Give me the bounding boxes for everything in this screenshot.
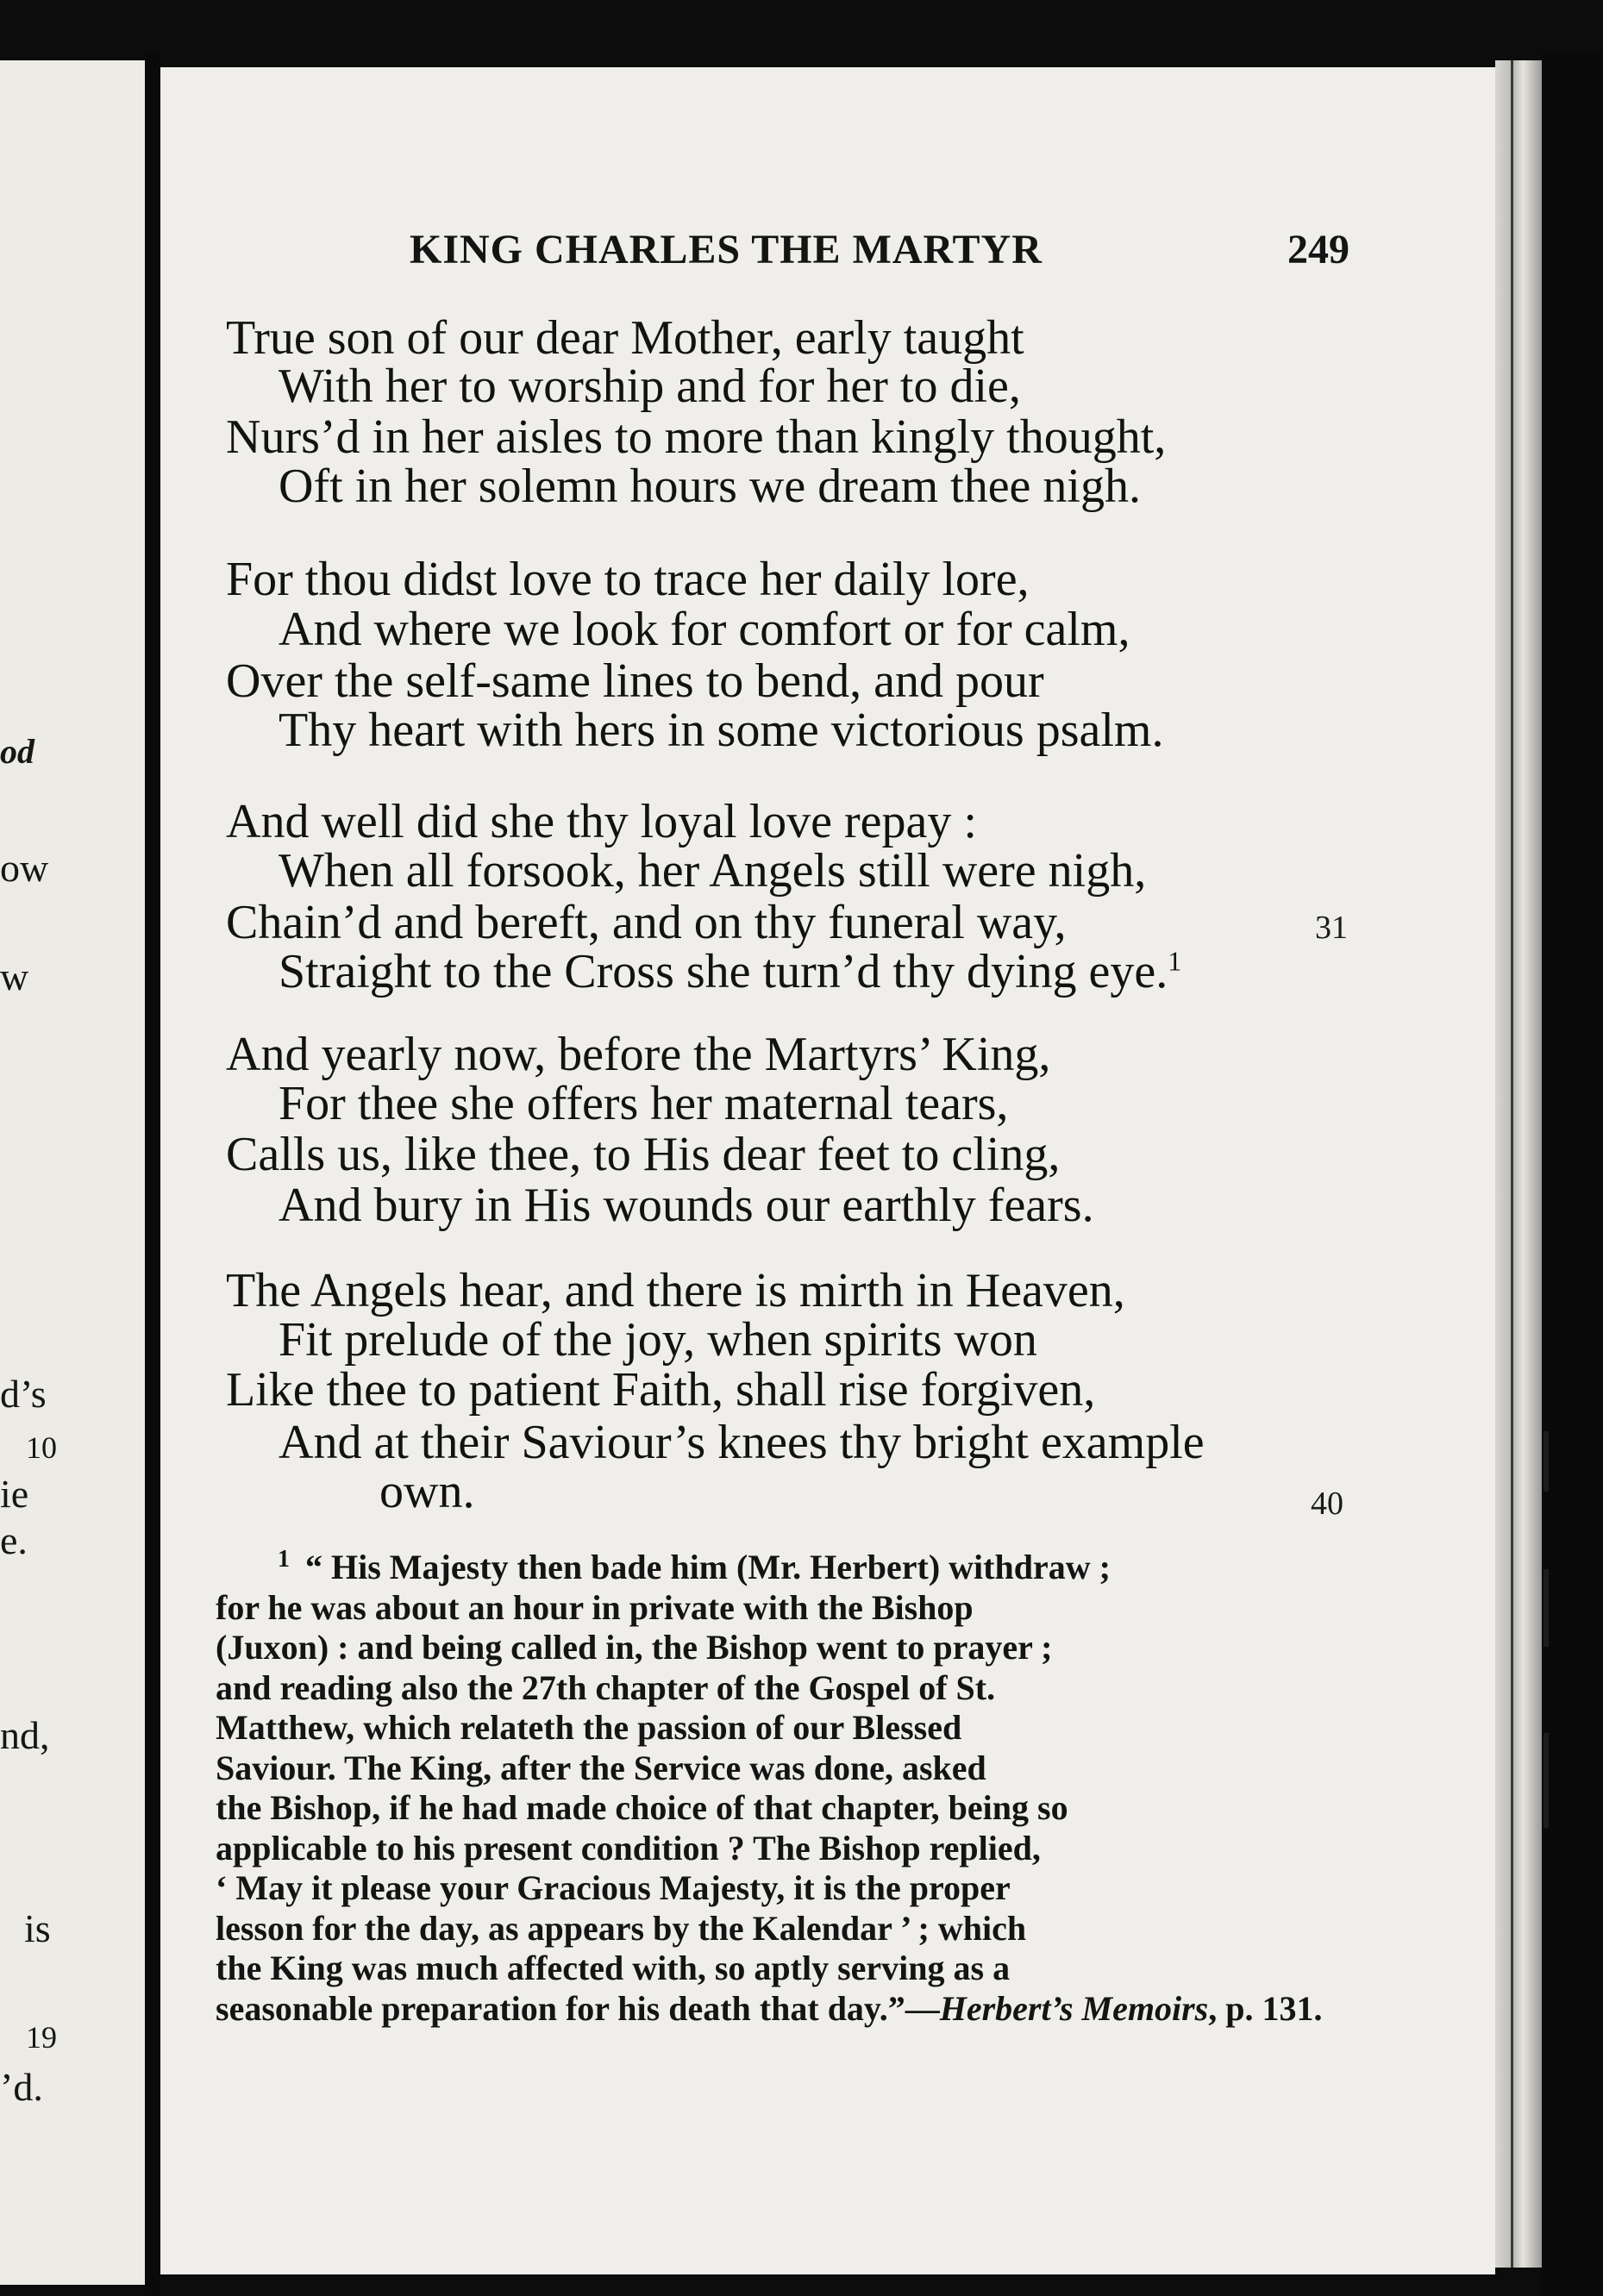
verse-line: And yearly now, before the Martyrs’ King, xyxy=(226,1028,1051,1081)
edge-mark xyxy=(1544,1733,1549,1828)
footnote-marker: 1 xyxy=(278,1545,290,1573)
footnote-line: (Juxon) : and being called in, the Bishop went to prayer ; xyxy=(216,1628,1053,1667)
left-fragment: ie xyxy=(0,1472,29,1516)
verse-line: For thou didst love to trace her daily lore, xyxy=(226,553,1030,606)
verse-line: And where we look for comfort or for calm, xyxy=(279,603,1130,656)
footnote-line: ‘ May it please your Gracious Majesty, it is the proper xyxy=(216,1868,1011,1907)
scan-background xyxy=(1542,52,1603,2296)
footnote-line: lesson for the day, as appears by the Kalendar ’ ; which xyxy=(216,1908,1027,1948)
verse-line: True son of our dear Mother, early taught xyxy=(226,311,1024,365)
line-number: 31 xyxy=(1315,910,1348,946)
verse-line: And at their Saviour’s knees thy bright example xyxy=(279,1416,1205,1469)
footnote-line: the King was much affected with, so aptly serving as a xyxy=(216,1949,1011,1987)
left-fragment: od xyxy=(0,732,34,771)
footnote-line: Saviour. The King, after the Service was done, asked xyxy=(216,1748,986,1787)
footnote-line: applicable to his present condition ? The Bishop replied, xyxy=(216,1828,1041,1867)
verse-line: Over the self-same lines to bend, and pour xyxy=(226,654,1044,708)
verse-line-text: Straight to the Cross she turn’d thy dying eye. xyxy=(279,945,1168,998)
verse-line: And well did she thy loyal love repay : xyxy=(226,795,977,848)
page-number: 249 xyxy=(1287,227,1349,272)
verse-line: The Angels hear, and there is mirth in Heaven, xyxy=(226,1264,1125,1317)
verse-line: When all forsook, her Angels still were nigh, xyxy=(279,844,1147,898)
footnote-text: “ His Majesty then bade him (Mr. Herbert) withdraw ; xyxy=(305,1548,1111,1586)
verse-line: Fit prelude of the joy, when spirits won xyxy=(279,1313,1037,1367)
footnote-page-ref: , p. 131. xyxy=(1208,1988,1323,2028)
left-line-number: 10 xyxy=(26,1430,57,1465)
left-fragment: nd, xyxy=(0,1713,50,1757)
footnote-line: and reading also the 27th chapter of the Gospel of St. xyxy=(216,1667,996,1707)
verse-line: And bury in His wounds our earthly fears. xyxy=(279,1179,1094,1232)
left-fragment: ow xyxy=(0,846,49,890)
footnote-line: for he was about an hour in private with the Bishop xyxy=(216,1587,974,1627)
verse-line: With her to worship and for her to die, xyxy=(279,360,1021,413)
footnote-line xyxy=(216,1545,1345,1588)
footnote-line: the Bishop, if he had made choice of that chapter, being so xyxy=(216,1788,1068,1827)
page-stack-edge xyxy=(1495,60,1542,2268)
edge-mark xyxy=(1544,1431,1549,1492)
left-fragment: is xyxy=(24,1906,51,1950)
footnote-line: Matthew, which relateth the passion of our Blessed xyxy=(216,1708,962,1747)
verse-line: Chain’d and bereft, and on thy funeral way, xyxy=(226,896,1067,949)
running-head: KING CHARLES THE MARTYR xyxy=(410,227,1043,272)
left-line-number: 19 xyxy=(26,2020,57,2055)
verse-line: Calls us, like thee, to His dear feet to cling, xyxy=(226,1128,1061,1181)
verse-line: Like thee to patient Faith, shall rise forgiven, xyxy=(226,1363,1096,1417)
verse-line: Thy heart with hers in some victorious psalm. xyxy=(279,704,1164,757)
footnote-text: seasonable preparation for his death that day.”— xyxy=(216,1988,940,2028)
verse-line: For thee she offers her maternal tears, xyxy=(279,1077,1009,1130)
book-gutter xyxy=(145,52,160,2296)
edge-mark xyxy=(1544,1569,1549,1647)
verse-line: own. xyxy=(379,1465,475,1518)
left-fragment: ’d. xyxy=(0,2065,43,2109)
line-number: 40 xyxy=(1311,1486,1343,1522)
verse-line: Nurs’d in her aisles to more than kingly thought, xyxy=(226,410,1167,464)
verse-line xyxy=(279,946,1181,998)
previous-page-edge xyxy=(0,60,145,2285)
left-fragment: w xyxy=(0,954,29,998)
footnote-source: Herbert’s Memoirs xyxy=(939,1988,1209,2028)
left-fragment: d’s xyxy=(0,1372,47,1416)
footnote-reference: 1 xyxy=(1168,945,1182,977)
footnote-line xyxy=(216,1989,1345,2030)
verse-line: Oft in her solemn hours we dream thee nigh. xyxy=(279,460,1141,513)
left-fragment: e. xyxy=(0,1518,28,1562)
footnote xyxy=(216,1545,1345,2029)
